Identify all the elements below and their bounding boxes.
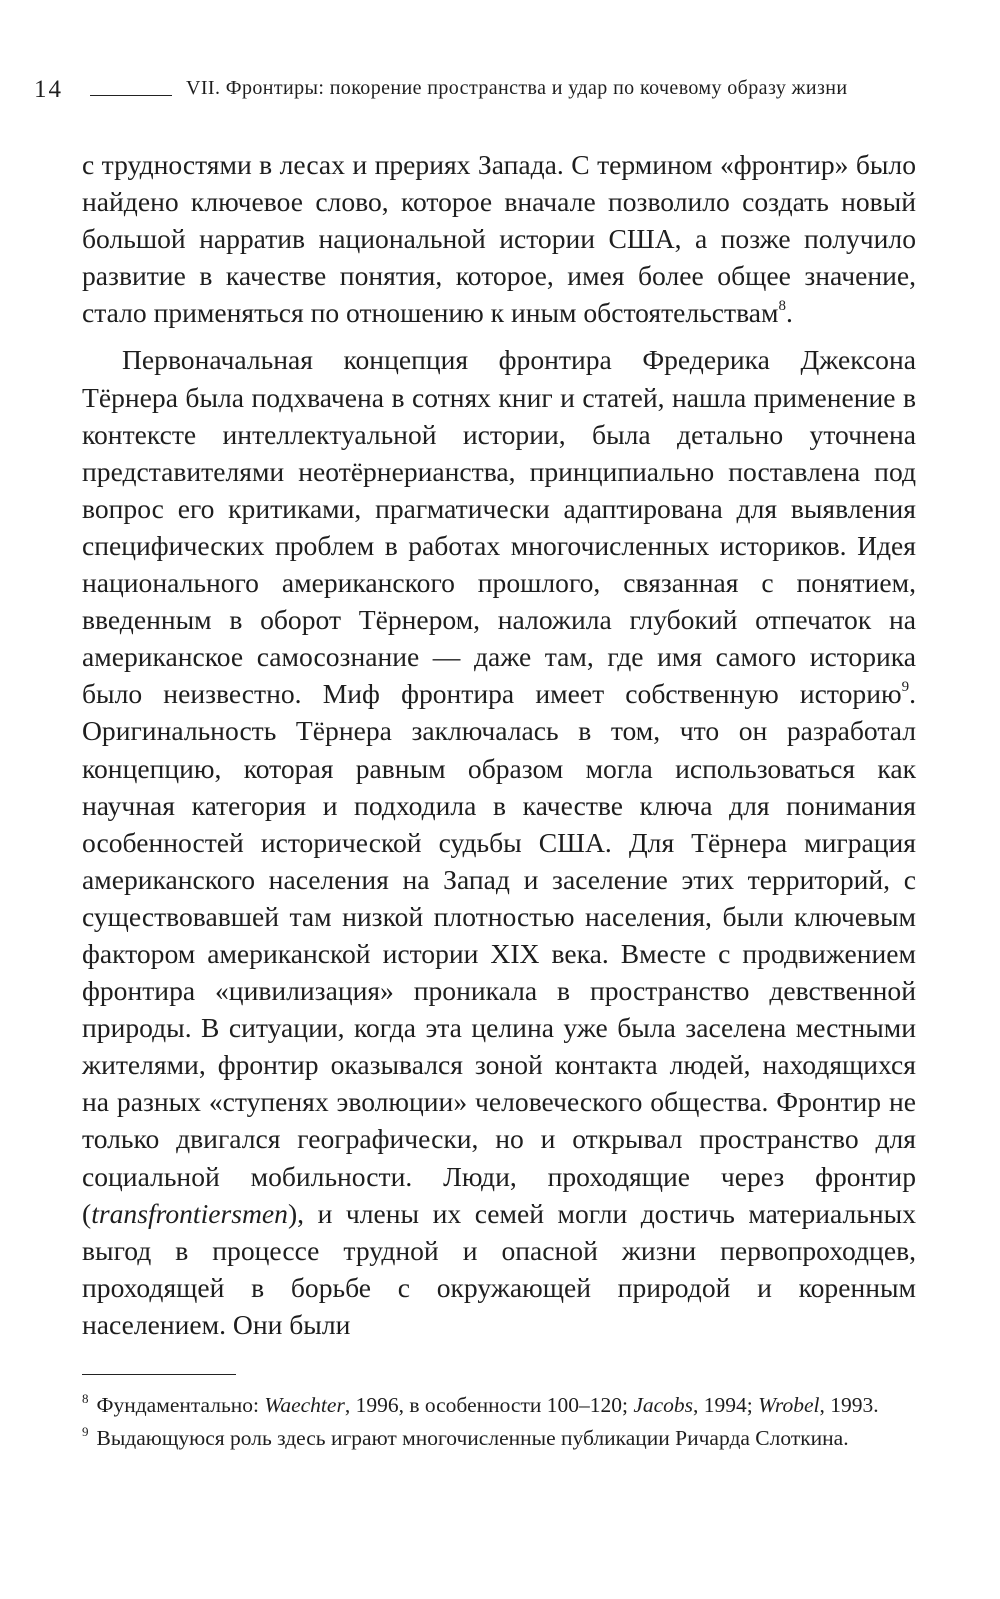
running-head <box>34 74 916 106</box>
paragraph-1 <box>82 146 916 331</box>
footnote-text: , 1993. <box>819 1393 879 1417</box>
footnote-mark: 9 <box>82 1424 89 1439</box>
page-number: 14 <box>34 76 63 103</box>
footnote-text: Фундаментально: <box>96 1393 265 1417</box>
footnote-separator <box>82 1374 236 1375</box>
body-text <box>82 146 916 1343</box>
paragraph-1-text: с трудностями в лесах и прериях Запада. С термином «фронтир» было найдено ключевое слово, которое вначале позволило создать новый большой нарратив национальной истории США, а позже получило развитие в качестве понятия, которое, имея более общее значение, стало применяться по отношению к иным обстоятельствам <box>82 149 916 329</box>
paragraph-2-part-a: Первоначальная концепция фронтира Фредерика Джексона Тёрнера была подхвачена в сотнях книг и статей, нашла применение в контексте интеллектуальной истории, была детально уточнена представителями неотёрнерианства, принципиально поставлена под вопрос его критиками, прагматически адаптирована для выявления специфических проблем в работах многочисленных историков. Идея национального американского прошлого, связанная с понятием, введенным в оборот Тёрнером, наложила глубокий отпечаток на американское самосознание — даже там, где имя самого историка было неизвестно. Миф фронтира имеет собственную историю <box>82 344 916 710</box>
footnote-text: Выдающуюся роль здесь играют многочисленные публикации Ричарда Слоткина. <box>96 1426 849 1450</box>
footnote-author: Wrobel <box>758 1393 820 1417</box>
paragraph-2 <box>82 341 916 1343</box>
paragraph-2-part-c: ), и члены их семей могли достичь материальных выгод в процессе трудной и опасной жизни первопроходцев, проходящей в борьбе с окружающей природой и коренным населением. Они были <box>82 1197 916 1340</box>
footnote-text: , 1994; <box>693 1393 759 1417</box>
footnote-9 <box>82 1424 916 1453</box>
footnote-ref-9[interactable]: 9 <box>901 679 910 696</box>
footnote-mark: 8 <box>82 1391 89 1406</box>
chapter-title: VII. Фронтиры: покорение пространства и удар по кочевому образу жизни <box>186 77 848 99</box>
footnote-8 <box>82 1391 916 1420</box>
running-head-rule <box>90 95 172 96</box>
paragraph-2-part-b: . Оригинальность Тёрнера заключалась в том, что он разработал концепцию, которая равным образом могла использоваться как научная категория и подходила в качестве ключа для понимания особенностей исторической судьбы США. Для Тёрнера миграция американского населения на Запад и заселение этих территорий, с существовавшей там низкой плотностью населения, были ключевым фактором американской истории XIX века. Вместе с продвижением фронтира «цивилизация» проникала в пространство девственной природы. В ситуации, когда эта целина уже была заселена местными жителями, фронтир оказывался зоной контакта людей, находящихся на разных «ступенях эволюции» человеческого общества. Фронтир не только двигался географически, но и открывал пространство для социальной мобильности. Люди, проходящие через фронтир ( <box>82 678 916 1229</box>
footnote-author: Jacobs <box>633 1393 694 1417</box>
footnote-text: , 1996, в особенности 100–120; <box>344 1393 634 1417</box>
footnote-ref-8[interactable]: 8 <box>778 298 786 315</box>
footnotes <box>82 1391 916 1457</box>
paragraph-1-end: . <box>785 297 793 329</box>
footnote-author: Waechter <box>264 1393 345 1417</box>
italic-term: transfrontiersmen <box>91 1197 288 1229</box>
